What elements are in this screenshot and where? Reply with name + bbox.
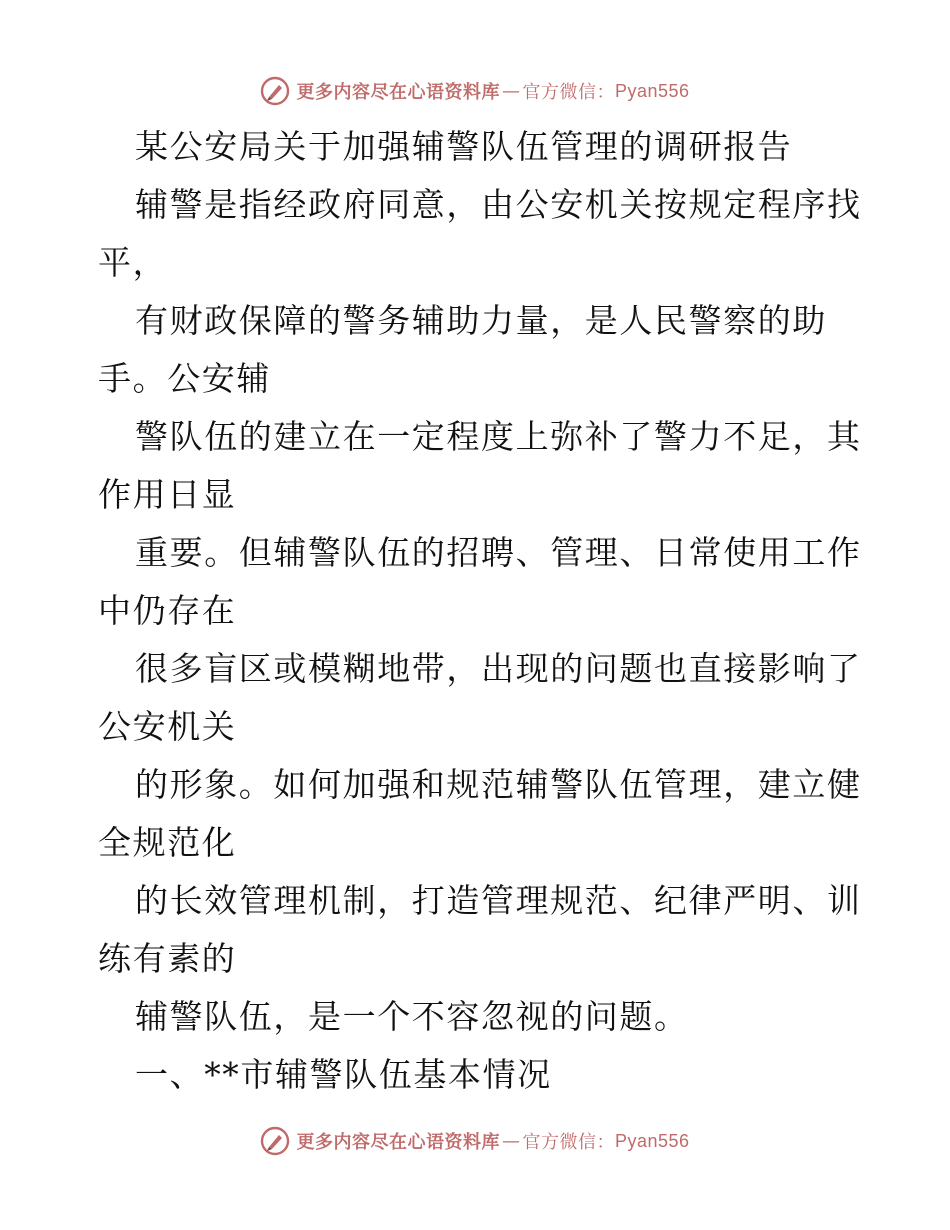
footer-watermark bbox=[0, 1124, 950, 1158]
watermark-label: 官方微信： bbox=[522, 1132, 615, 1153]
watermark-text: 更多内容尽在心语资料库 bbox=[296, 82, 500, 103]
text-line: 警队伍的建立在一定程度上弥补了警力不足，其 bbox=[135, 417, 862, 456]
text-line: 手。公安辅 bbox=[98, 359, 271, 398]
watermark-account: Pyan556 bbox=[614, 1130, 690, 1151]
pen-logo-icon bbox=[260, 1126, 290, 1156]
section-heading: 一、**市辅警队伍基本情况 bbox=[135, 1055, 552, 1094]
text-line: 的形象。如何加强和规范辅警队伍管理，建立健 bbox=[135, 765, 862, 804]
pen-logo-icon bbox=[260, 76, 290, 106]
header-watermark bbox=[0, 74, 950, 108]
text-line: 辅警是指经政府同意，由公安机关按规定程序找 bbox=[135, 185, 862, 224]
text-line: 很多盲区或模糊地带，出现的问题也直接影响了 bbox=[135, 649, 862, 688]
document-title: 某公安局关于加强辅警队伍管理的调研报告 bbox=[135, 127, 793, 166]
text-line: 的长效管理机制，打造管理规范、纪律严明、训 bbox=[135, 881, 862, 920]
watermark-account: Pyan556 bbox=[614, 80, 690, 101]
text-line: 练有素的 bbox=[98, 939, 237, 978]
text-line: 辅警队伍，是一个不容忽视的问题。 bbox=[135, 997, 689, 1036]
watermark-label: 官方微信： bbox=[522, 82, 615, 103]
text-line: 全规范化 bbox=[98, 823, 237, 862]
document-body bbox=[98, 118, 862, 1104]
text-line: 有财政保障的警务辅助力量，是人民警察的助 bbox=[135, 301, 827, 340]
watermark-dash: — bbox=[501, 1130, 521, 1152]
watermark-dash: — bbox=[501, 80, 521, 102]
text-line: 平， bbox=[98, 243, 168, 282]
text-line: 重要。但辅警队伍的招聘、管理、日常使用工作 bbox=[135, 533, 862, 572]
text-line: 公安机关 bbox=[98, 707, 237, 746]
text-line: 中仍存在 bbox=[98, 591, 237, 630]
text-line: 作用日显 bbox=[98, 475, 237, 514]
watermark-text: 更多内容尽在心语资料库 bbox=[296, 1132, 500, 1153]
